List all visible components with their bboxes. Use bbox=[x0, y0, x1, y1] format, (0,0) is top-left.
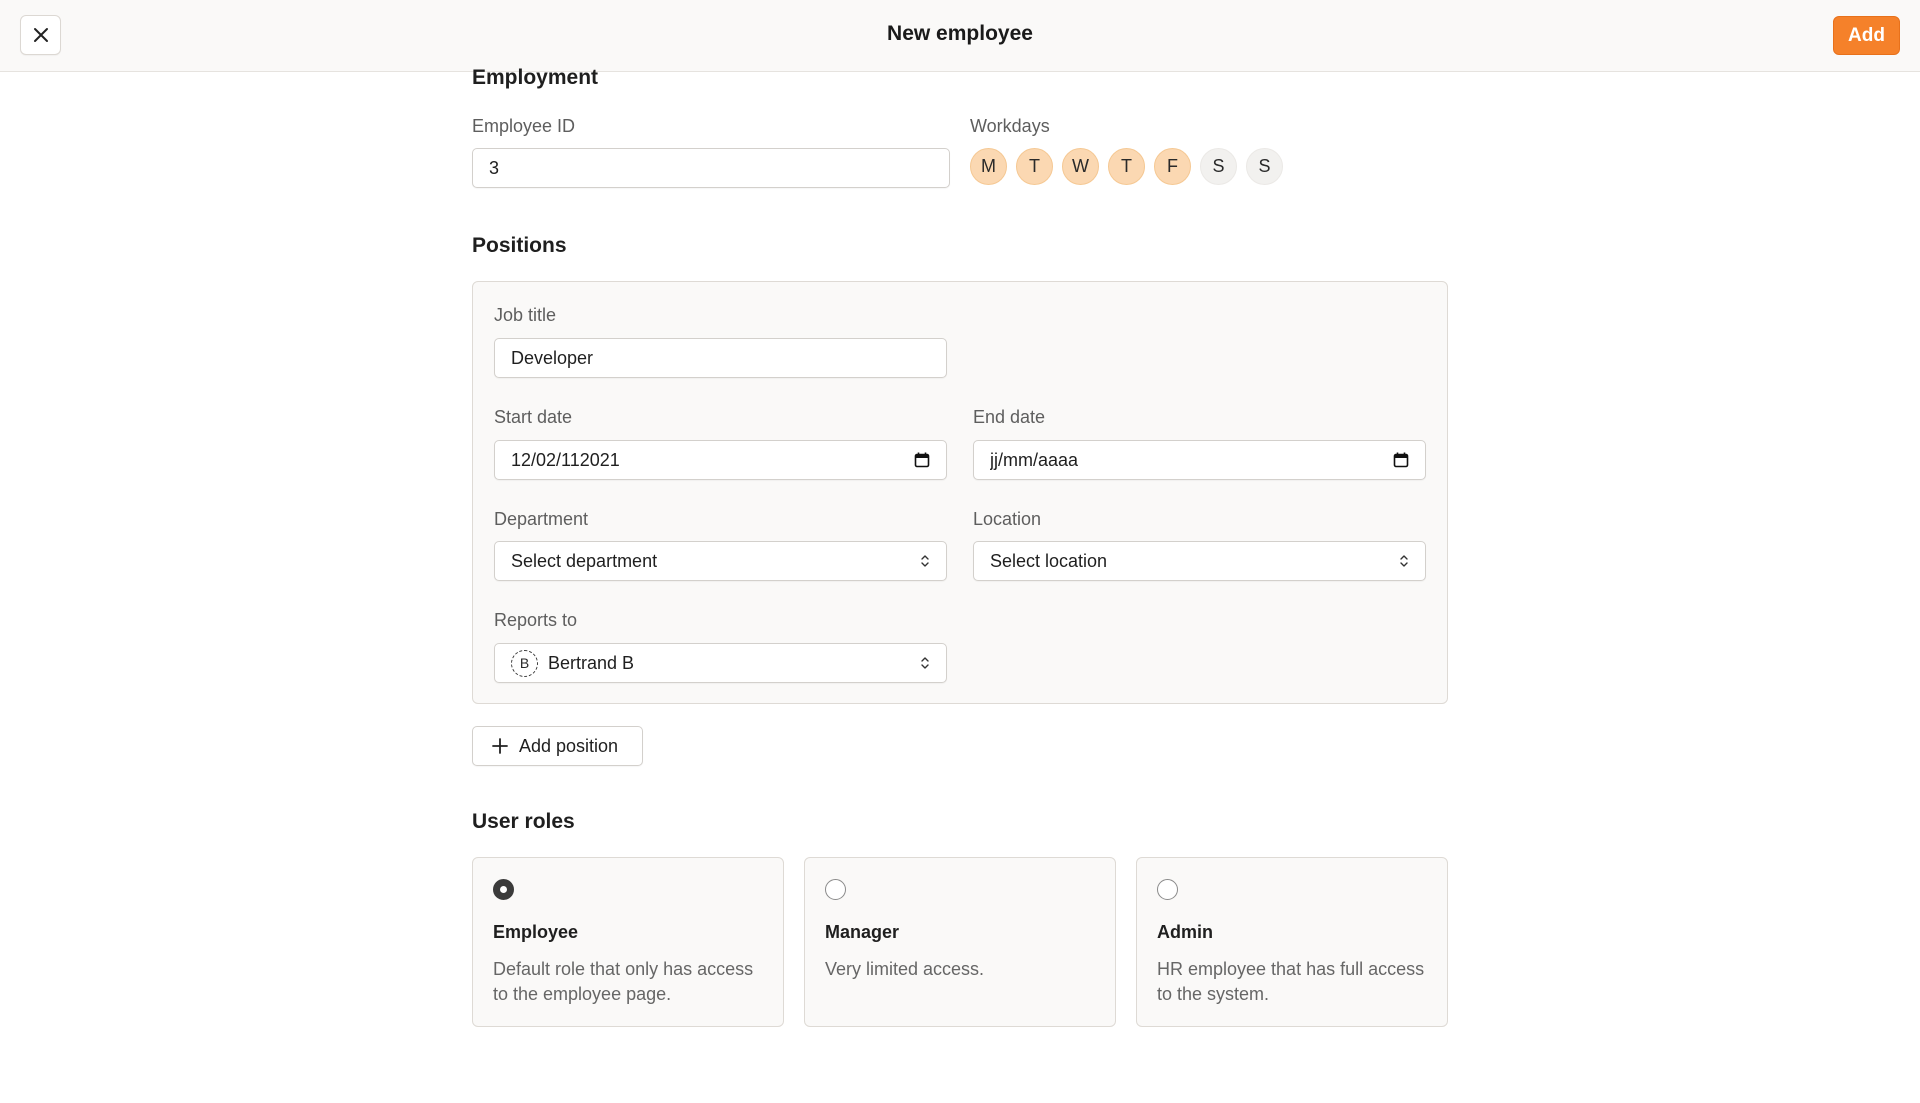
role-name: Admin bbox=[1157, 922, 1213, 942]
workday-friday[interactable]: F bbox=[1154, 148, 1191, 185]
workday-sunday[interactable]: S bbox=[1246, 148, 1283, 185]
top-bar bbox=[0, 0, 1920, 72]
role-card-employee[interactable] bbox=[472, 857, 784, 1027]
department-label: Department bbox=[494, 509, 589, 529]
role-radio-manager[interactable] bbox=[825, 879, 846, 900]
add-position-label: Add position bbox=[519, 735, 619, 756]
start-date-label: Start date bbox=[494, 407, 573, 427]
start-date-input[interactable] bbox=[494, 440, 947, 480]
workdays-label: Workdays bbox=[970, 116, 1050, 136]
workday-tuesday[interactable]: T bbox=[1016, 148, 1053, 185]
department-value: Select department bbox=[511, 550, 658, 571]
employee-id-value: 3 bbox=[489, 157, 500, 178]
role-card-admin[interactable] bbox=[1136, 857, 1448, 1027]
employee-id-input[interactable] bbox=[472, 148, 950, 188]
end-date-placeholder: jj/mm/aaaa bbox=[990, 449, 1079, 470]
workday-thursday[interactable]: T bbox=[1108, 148, 1145, 185]
job-title-value: Developer bbox=[511, 347, 594, 368]
role-description: Very limited access. bbox=[825, 959, 985, 979]
end-date-input[interactable] bbox=[973, 440, 1426, 480]
location-value: Select location bbox=[990, 550, 1108, 571]
role-radio-admin[interactable] bbox=[1157, 879, 1178, 900]
calendar-icon[interactable] bbox=[1393, 452, 1409, 468]
location-label: Location bbox=[973, 509, 1042, 529]
plus-icon bbox=[491, 737, 509, 755]
employment-section-title: Employment bbox=[472, 66, 599, 89]
page-title: New employee bbox=[887, 22, 1033, 45]
calendar-icon[interactable] bbox=[914, 452, 930, 468]
job-title-input[interactable] bbox=[494, 338, 947, 378]
location-select[interactable] bbox=[973, 541, 1426, 581]
add-button[interactable]: Add bbox=[1833, 16, 1900, 55]
department-select[interactable] bbox=[494, 541, 947, 581]
role-description: Default role that only has access to the employee page. bbox=[493, 959, 754, 1004]
positions-section-title: Positions bbox=[472, 234, 567, 257]
end-date-label: End date bbox=[973, 407, 1046, 427]
role-name: Employee bbox=[493, 922, 579, 942]
chevron-up-down-icon bbox=[920, 656, 930, 670]
role-description: HR employee that has full access to the system. bbox=[1157, 959, 1425, 1004]
chevron-up-down-icon bbox=[1399, 554, 1409, 568]
reports-to-select[interactable] bbox=[494, 643, 947, 683]
workday-saturday[interactable]: S bbox=[1200, 148, 1237, 185]
workday-wednesday[interactable]: W bbox=[1062, 148, 1099, 185]
role-card-manager[interactable] bbox=[804, 857, 1116, 1027]
reports-to-value: Bertrand B bbox=[548, 652, 635, 673]
reports-to-label: Reports to bbox=[494, 610, 578, 630]
workdays-selector bbox=[970, 148, 1283, 185]
role-name: Manager bbox=[825, 922, 900, 942]
user-roles-section-title: User roles bbox=[472, 810, 575, 833]
start-date-value: 12/02/112021 bbox=[511, 449, 620, 470]
add-position-button[interactable] bbox=[472, 726, 643, 766]
job-title-label: Job title bbox=[494, 305, 557, 325]
avatar: B bbox=[511, 650, 538, 677]
role-radio-employee[interactable] bbox=[493, 879, 514, 900]
chevron-up-down-icon bbox=[920, 554, 930, 568]
employee-id-label: Employee ID bbox=[472, 116, 576, 136]
workday-monday[interactable]: M bbox=[970, 148, 1007, 185]
